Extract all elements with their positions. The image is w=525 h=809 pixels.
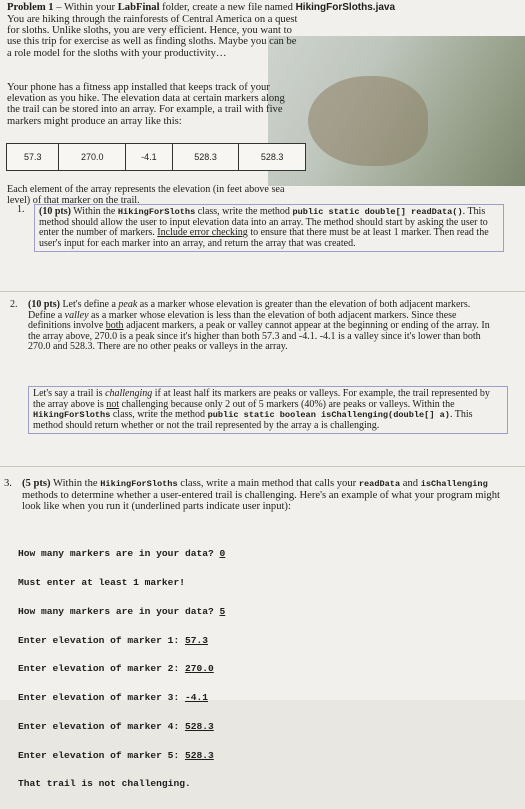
array-cell: 528.3 (172, 144, 239, 171)
console-line: Enter elevation of marker 4: 528.3 (18, 720, 214, 732)
question-2-challenging: Let's say a trail is challenging if at least half its markers are peaks or valleys. For example, the trail represented by the array above is not challenging because only 2 out of 5 markers (40%) are peaks or valleys. Within the HikingForSloths class, write the method public static boolean isChallenging(double[] a). This method should return whether or not the trail represented by the array a is challenging. (28, 386, 508, 434)
question-number: 1. (17, 204, 25, 215)
array-cell: -4.1 (126, 144, 173, 171)
console-line: Enter elevation of marker 1: 57.3 (18, 634, 208, 646)
question-3: 3. (5 pts) Within the HikingForSloths class, write a main method that calls your readData and isChallenging methods to determine whether a user-entered trail is challenging. Here's an example of what your program might look like when you run it (underlined parts indicate user input): (4, 478, 500, 513)
question-number: 2. (10, 299, 18, 310)
console-line: That trail is not challenging. (18, 778, 191, 790)
console-line: How many markers are in your data? 5 (18, 605, 226, 617)
problem-header: Problem 1 – Within your LabFinal folder, create a new file named HikingForSloths.java (7, 2, 396, 13)
array-caption: Each element of the array represents the elevation (in feet above sea level) of that marker on the trail. (7, 184, 285, 206)
divider (0, 466, 525, 467)
intro-paragraph: You are hiking through the rainforests of Central America on a quest for sloths. Unlike sloths, you are very efficient. Hence, you want to use this trip for exercise as well as finding sloths. Maybe you can be a role model for the sloths with your productivity… (7, 14, 298, 59)
question-2: 2. (10 pts) Let's define a peak as a marker whose elevation is greater than the elevation of both adjacent markers. Define a valley as a marker whose elevation is less than the elevation of both adjacent markers. Since these definitions involve both adjacent markers, a peak or valley cannot appear at the beginning or ending of the array. In the array above, 270.0 is a peak since it's higher than both 57.3 and -4.1. -4.1 is a valley since it's lower than both 270.0 and 528.3. There are no other peaks or valleys in the array. (10, 299, 490, 353)
elevation-array-table (6, 143, 306, 171)
problem-label: Problem 1 (7, 2, 54, 13)
array-cell: 528.3 (239, 144, 306, 171)
console-line: Must enter at least 1 marker! (18, 576, 185, 588)
array-cell: 57.3 (7, 144, 59, 171)
file-name: HikingForSloths.java (295, 2, 396, 13)
console-line: How many markers are in your data? 0 (18, 548, 226, 560)
console-line: Enter elevation of marker 2: 270.0 (18, 663, 214, 675)
sample-console-output (18, 530, 225, 808)
folder-name: LabFinal (117, 2, 160, 13)
divider (0, 291, 525, 292)
question-number: 3. (4, 478, 12, 489)
table-row (7, 144, 306, 171)
array-cell: 270.0 (59, 144, 126, 171)
phone-paragraph: Your phone has a fitness app installed that keeps track of your elevation as you hike. The elevation data at certain markers along the trail can be stored into an array. For example, a trail with five markers might produce an array like this: (7, 82, 285, 127)
console-line: Enter elevation of marker 5: 528.3 (18, 749, 214, 761)
console-line: Enter elevation of marker 3: -4.1 (18, 692, 208, 704)
question-1: 1. (10 pts) Within the HikingForSloths class, write the method public static double[] readData(). This method should allow the user to input elevation data into an array. The method should start by asking the user to enter the number of markers. Include error checking to ensure that there must be at least 1 marker. Then read the user's input for each marker into an array, and return the array that was created. (34, 204, 504, 252)
